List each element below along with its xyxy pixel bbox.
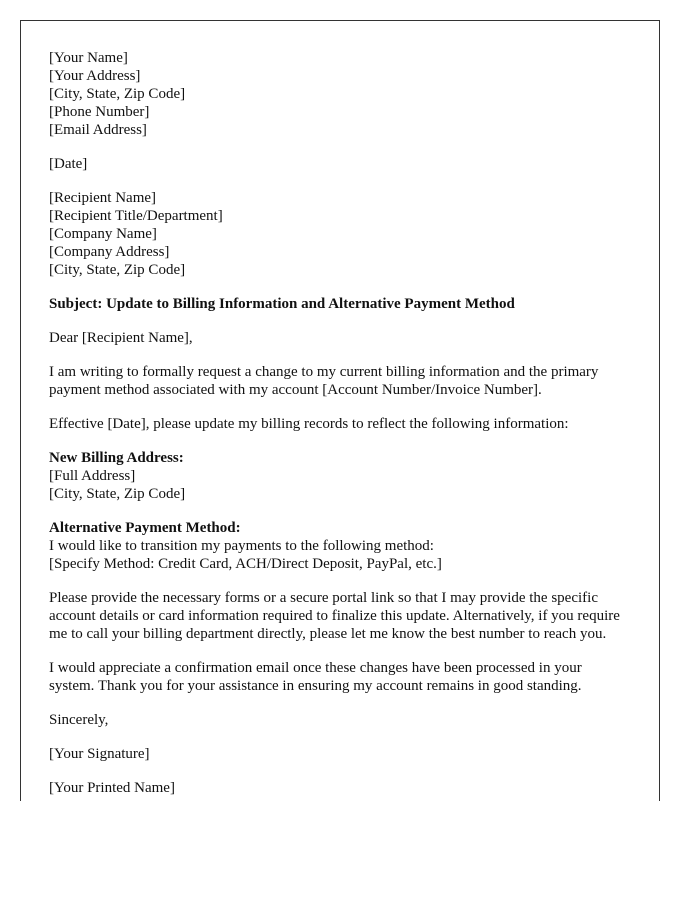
payment-heading: Alternative Payment Method:	[49, 520, 241, 536]
recipient-line: [Company Address]	[49, 244, 170, 260]
recipient-line: [Company Name]	[49, 226, 157, 242]
billing-heading: New Billing Address:	[49, 450, 184, 466]
recipient-line: [Recipient Name]	[49, 190, 157, 206]
recipient-line: [City, State, Zip Code]	[49, 262, 186, 278]
date: [Date]	[49, 156, 88, 172]
billing-section	[49, 449, 629, 503]
signature: [Your Signature]	[49, 746, 150, 762]
closing: Sincerely,	[49, 712, 109, 728]
letter-page	[20, 20, 660, 801]
recipient-line: [Recipient Title/Department]	[49, 208, 223, 224]
body-paragraph: Please provide the necessary forms or a secure portal link so that I may provide the specific account details or card information required to finalize this update. Alternatively, if you require me to call your billing department directly, please let me know the best number to reach you.	[49, 590, 620, 642]
sender-line: [Your Address]	[49, 68, 141, 84]
recipient-block	[49, 189, 629, 279]
billing-line: [City, State, Zip Code]	[49, 486, 186, 502]
payment-line: I would like to transition my payments to the following method:	[49, 538, 434, 554]
body-paragraph: I would appreciate a confirmation email once these changes have been processed in your system. Thank you for your assistance in ensuring my account remains in good standing.	[49, 660, 582, 694]
billing-line: [Full Address]	[49, 468, 136, 484]
salutation: Dear [Recipient Name],	[49, 330, 193, 346]
payment-line: [Specify Method: Credit Card, ACH/Direct Deposit, PayPal, etc.]	[49, 556, 442, 572]
sender-line: [Phone Number]	[49, 104, 150, 120]
payment-section	[49, 519, 629, 573]
sender-line: [Email Address]	[49, 122, 147, 138]
sender-line: [City, State, Zip Code]	[49, 86, 186, 102]
body-paragraph: Effective [Date], please update my billing records to reflect the following information:	[49, 416, 569, 432]
body-paragraph: I am writing to formally request a change to my current billing information and the primary payment method associated with my account [Account Number/Invoice Number].	[49, 364, 599, 398]
sender-line: [Your Name]	[49, 50, 128, 66]
sender-block	[49, 49, 629, 139]
printed-name: [Your Printed Name]	[49, 780, 175, 796]
subject-line: Subject: Update to Billing Information and Alternative Payment Method	[49, 296, 515, 312]
